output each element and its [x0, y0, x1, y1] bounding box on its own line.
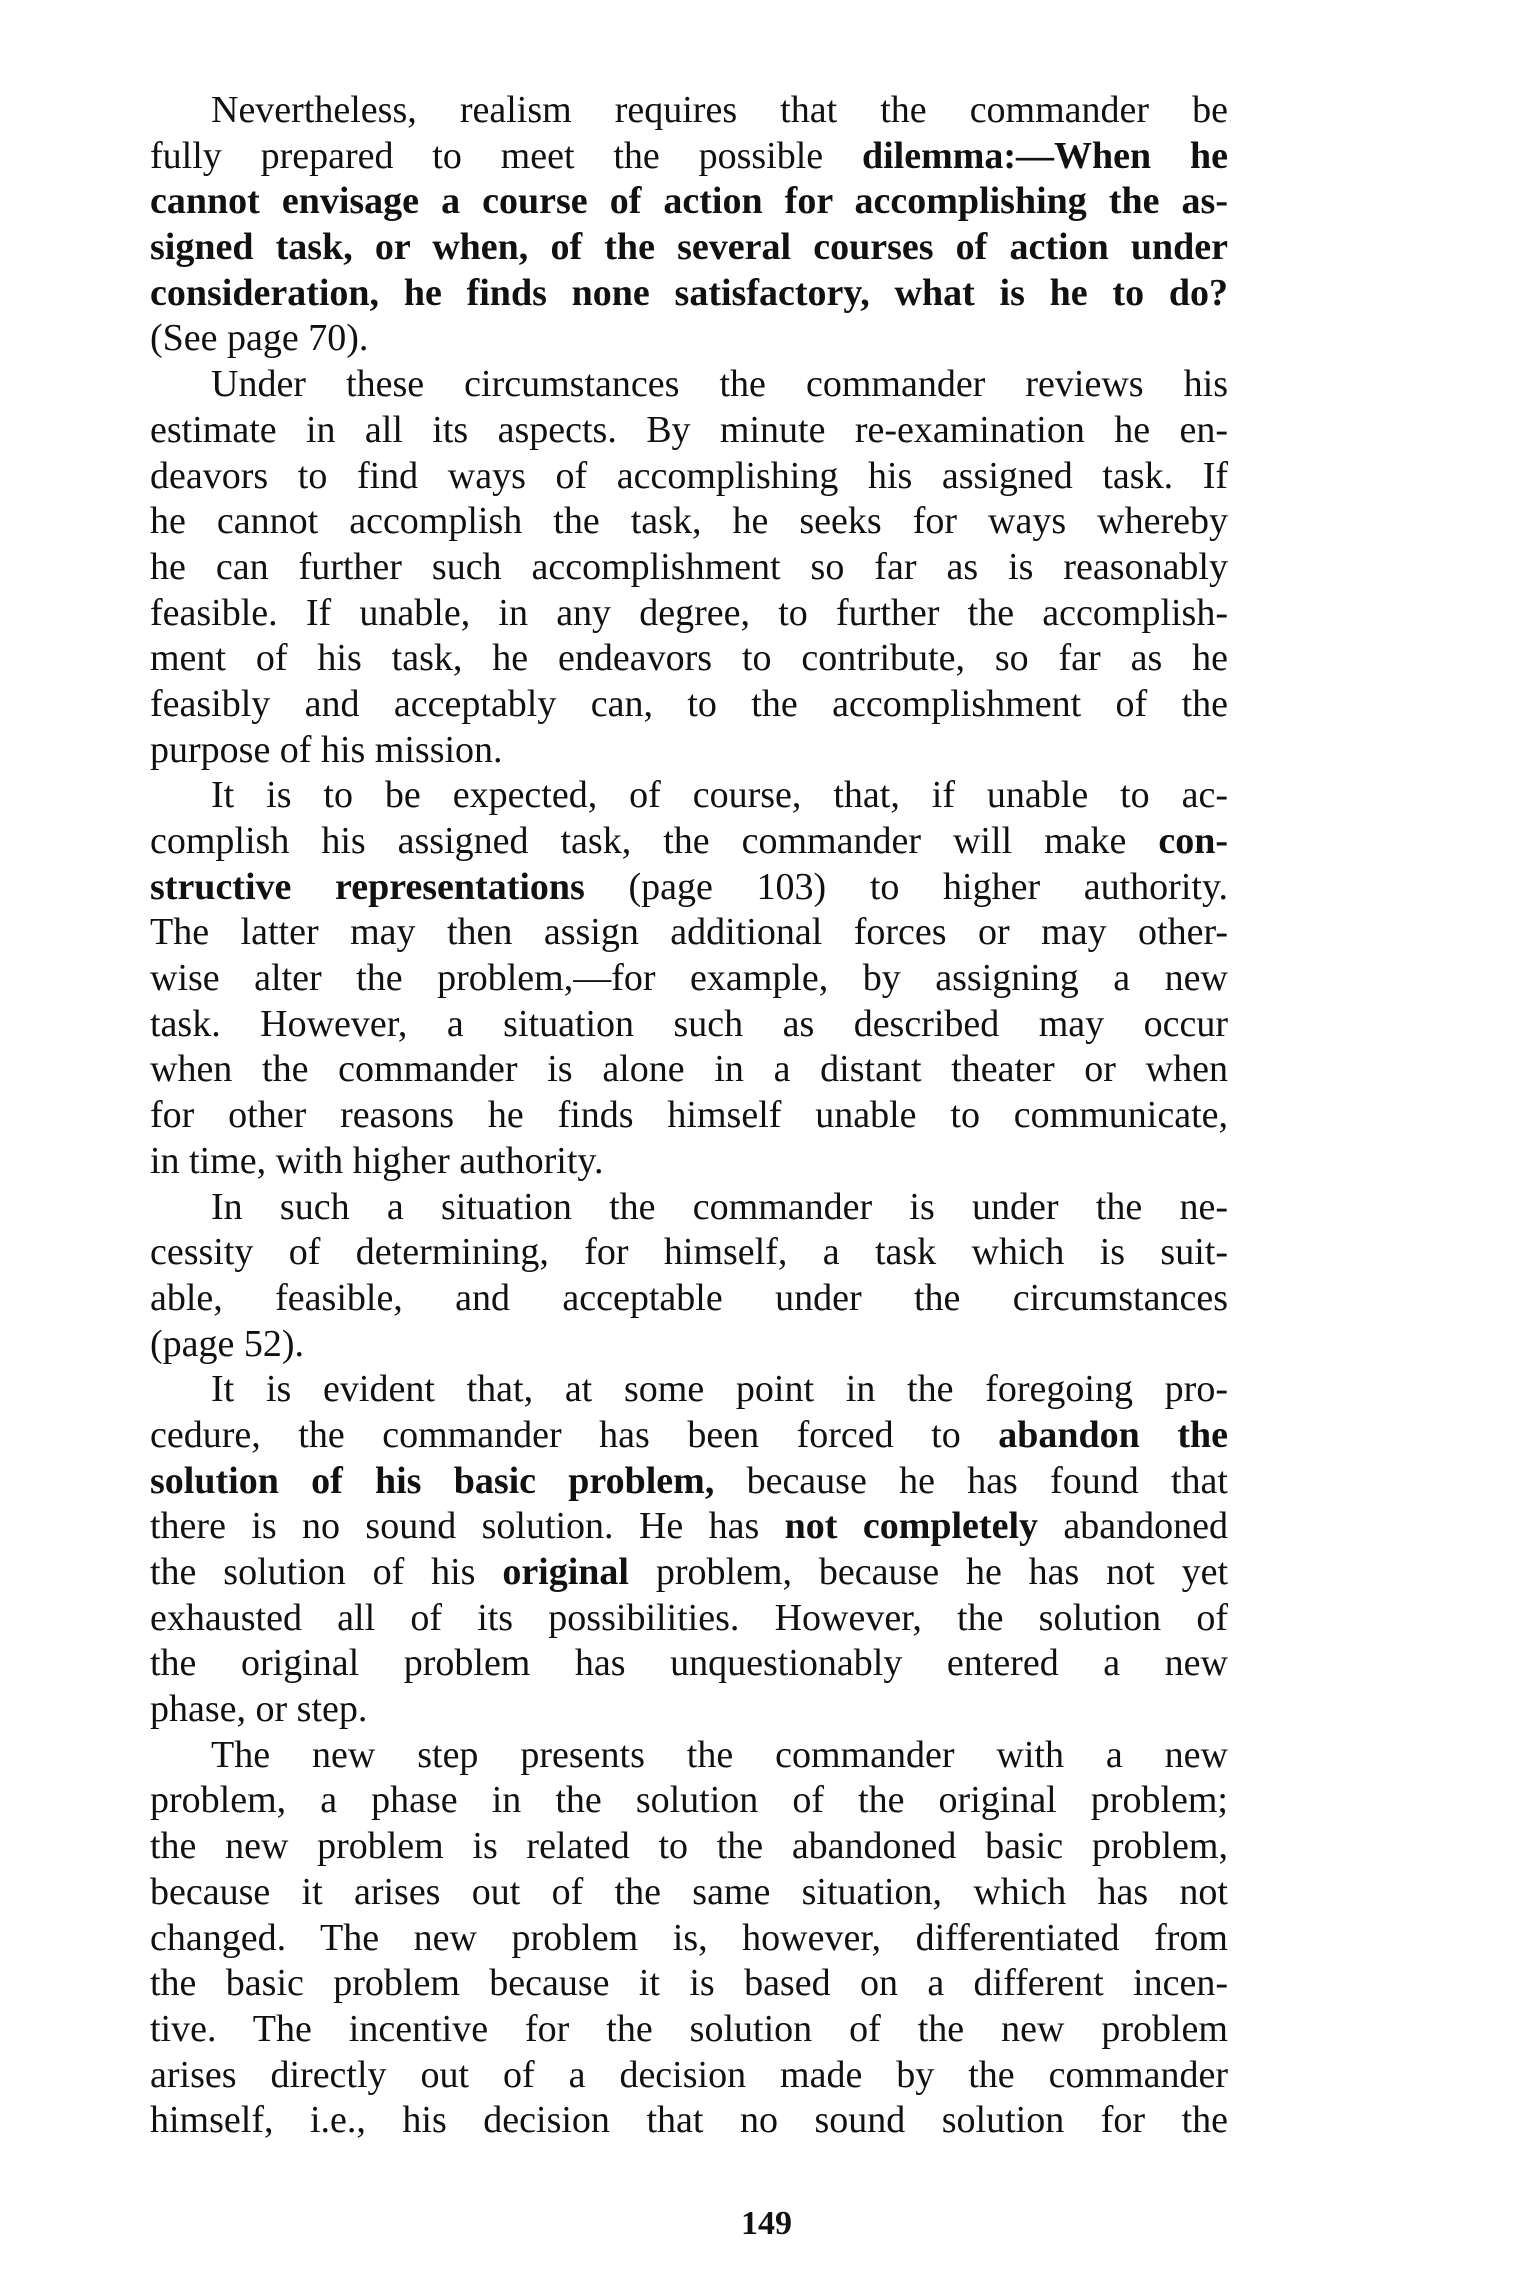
text-run: abandoned [1038, 1505, 1228, 1548]
text-run: deavors to find ways of accomplishing his assigned task. If [150, 454, 1228, 497]
text-line [150, 956, 1228, 1002]
text-run: he can further such accomplishment so far as is reasonably [150, 545, 1228, 588]
text-line [150, 1961, 1228, 2007]
text-line [150, 362, 1228, 408]
bold-text: cannot envisage a course of action for accomplishing the as- [150, 180, 1228, 223]
text-line [150, 1276, 1228, 1322]
text-line [150, 728, 1228, 774]
text-run: problem, a phase in the solution of the original problem; [150, 1779, 1228, 1822]
text-run: changed. The new problem is, however, differentiated from [150, 1916, 1228, 1959]
bold-text: structive representations [150, 865, 585, 908]
text-run: It is to be expected, of course, that, if unable to ac- [211, 774, 1228, 817]
text-run: arises directly out of a decision made by the commander [150, 2053, 1228, 2096]
text-line [150, 1185, 1228, 1231]
text-line [150, 316, 1228, 362]
text-line [150, 2098, 1228, 2144]
text-run: the new problem is related to the abandoned basic problem, [150, 1825, 1228, 1868]
text-run: (See page 70). [150, 317, 369, 360]
text-run: task. However, a situation such as described may occur [150, 1002, 1228, 1045]
text-run: in time, with higher authority. [150, 1139, 604, 1182]
text-run: the original problem has unquestionably entered a new [150, 1642, 1228, 1685]
text-run: for other reasons he finds himself unable to communicate, [150, 1094, 1228, 1137]
text-line [150, 134, 1228, 180]
text-line [150, 1916, 1228, 1962]
text-line [150, 1504, 1228, 1550]
text-run: The new step presents the commander with a new [211, 1733, 1228, 1776]
text-run: It is evident that, at some point in the foregoing pro- [211, 1368, 1228, 1411]
text-line [150, 819, 1228, 865]
text-line [150, 1596, 1228, 1642]
paragraph [150, 773, 1228, 1184]
text-line [150, 1413, 1228, 1459]
text-run: The latter may then assign additional forces or may other- [150, 911, 1228, 954]
text-line [150, 545, 1228, 591]
text-run: himself, i.e., his decision that no sound solution for the [150, 2099, 1228, 2142]
text-run: wise alter the problem,—for example, by assigning a new [150, 957, 1228, 1000]
text-run: phase, or step. [150, 1688, 368, 1731]
text-line [150, 591, 1228, 637]
text-run: complish his assigned task, the commander will make [150, 820, 1159, 862]
page-body-text [150, 88, 1228, 2144]
text-run: when the commander is alone in a distant theater or when [150, 1048, 1228, 1091]
text-run: the basic problem because it is based on a different incen- [150, 1962, 1228, 2005]
text-line [150, 408, 1228, 454]
bold-text: solution of his basic problem, [150, 1459, 715, 1502]
bold-text: original [502, 1551, 629, 1593]
text-line [150, 1778, 1228, 1824]
text-run: feasible. If unable, in any degree, to further the accomplish- [150, 591, 1228, 634]
text-line [150, 1002, 1228, 1048]
text-run: fully prepared to meet the possible [150, 134, 862, 177]
text-run: Nevertheless, realism requires that the commander be [211, 89, 1228, 131]
text-run: purpose of his mission. [150, 728, 503, 771]
bold-text: dilemma:—When he [861, 134, 1228, 177]
text-run: (page 103) to higher authority. [584, 865, 1228, 908]
text-line [150, 636, 1228, 682]
text-run: because he has found that [714, 1459, 1228, 1502]
text-line [150, 1870, 1228, 1916]
text-line [150, 179, 1228, 225]
text-line [150, 1550, 1228, 1596]
text-run: cessity of determining, for himself, a task which is suit- [150, 1231, 1228, 1274]
text-line [150, 1047, 1228, 1093]
text-run: exhausted all of its possibilities. However, the solution of [150, 1596, 1228, 1639]
text-line [150, 2053, 1228, 2099]
text-line [150, 1824, 1228, 1870]
paragraph [150, 1185, 1228, 1368]
text-run: because it arises out of the same situation, which has not [150, 1870, 1228, 1913]
text-line [150, 454, 1228, 500]
text-line [150, 1367, 1228, 1413]
text-line [150, 88, 1228, 134]
text-line [150, 1733, 1228, 1779]
paragraph [150, 1733, 1228, 2144]
text-run: (page 52). [150, 1322, 305, 1365]
text-line [150, 1687, 1228, 1733]
text-run: cedure, the commander has been forced to [150, 1413, 999, 1456]
text-line [150, 499, 1228, 545]
paragraph [150, 362, 1228, 773]
text-run: estimate in all its aspects. By minute re-examination he en- [150, 408, 1228, 451]
bold-text: abandon the [998, 1413, 1228, 1456]
bold-text: consideration, he finds none satisfactory, what is he to do? [150, 271, 1228, 314]
page-number: 149 [741, 2205, 792, 2242]
bold-text: con- [1158, 820, 1228, 862]
text-run: ment of his task, he endeavors to contribute, so far as he [150, 637, 1228, 680]
text-line [150, 2007, 1228, 2053]
text-run: there is no sound solution. He has [150, 1505, 785, 1548]
text-run: the solution of his [150, 1551, 503, 1593]
text-line [150, 1641, 1228, 1687]
bold-text: not completely [784, 1505, 1038, 1548]
text-line [150, 1139, 1228, 1185]
text-run: tive. The incentive for the solution of the new problem [150, 2007, 1228, 2050]
text-run: able, feasible, and acceptable under the circumstances [150, 1276, 1228, 1319]
text-line [150, 1230, 1228, 1276]
text-run: Under these circumstances the commander reviews his [211, 363, 1228, 406]
text-line [150, 682, 1228, 728]
text-line [150, 225, 1228, 271]
text-line [150, 1093, 1228, 1139]
paragraph [150, 1367, 1228, 1733]
text-line [150, 271, 1228, 317]
paragraph [150, 88, 1228, 362]
text-line [150, 773, 1228, 819]
text-run: In such a situation the commander is under the ne- [211, 1185, 1228, 1228]
text-run: he cannot accomplish the task, he seeks for ways whereby [150, 500, 1228, 543]
text-line [150, 910, 1228, 956]
text-line [150, 1459, 1228, 1505]
bold-text: signed task, or when, of the several courses of action under [150, 226, 1228, 269]
text-run: feasibly and acceptably can, to the accomplishment of the [150, 682, 1228, 725]
text-run: problem, because he has not yet [629, 1551, 1229, 1593]
text-line [150, 865, 1228, 911]
text-line [150, 1322, 1228, 1368]
